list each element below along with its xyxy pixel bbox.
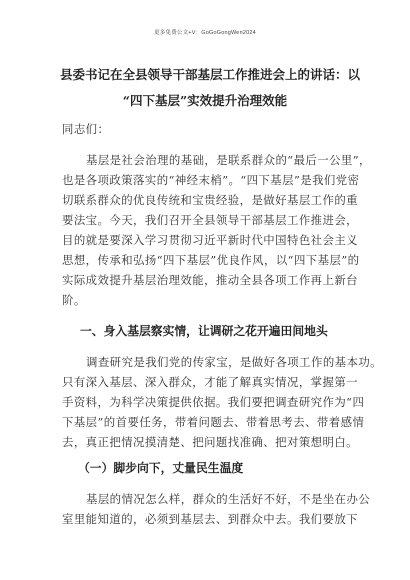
- paragraph-2-line: 下基层”的首要任务，带着问题去、带着思考去、带着感情: [62, 415, 365, 429]
- paragraph-1-line: 目的就是要深入学习贯彻习近平新时代中国特色社会主义: [62, 233, 359, 247]
- document-title-line-1: 县委书记在全县领导干部基层工作推进会上的讲话：以: [60, 67, 361, 82]
- paragraph-1-line: 要法宝。今天，我们召开全县领导干部基层工作推进会，: [62, 213, 359, 227]
- paragraph-1-line: 也是各项政策落实的“神经末梢”。“四下基层”是我们党密: [62, 173, 360, 187]
- paragraph-1-line: 切联系群众的优良传统和宝贵经验，是做好基层工作的重: [62, 193, 359, 207]
- paragraph-2-line: 调查研究是我们党的传家宝，是做好各项工作的基本功。: [86, 355, 383, 369]
- paragraph-1-line: 阶。: [62, 293, 86, 307]
- paragraph-3-line: 基层的情况怎么样，群众的生活好不好，不是坐在办公: [86, 492, 371, 506]
- paragraph-2-line: 手资料，为科学决策提供依据。我们要把调查研究作为“四: [62, 395, 365, 409]
- watermark-header: 更多免费公文+V：GoGoGongWen2024: [154, 30, 256, 36]
- paragraph-1-line: 思想，传承和弘扬“四下基层”优良作风，以“四下基层”的: [62, 253, 360, 267]
- paragraph-2-line: 去，真正把情况摸清楚、把问题找准确、把对策想明白。: [62, 435, 359, 449]
- section-heading-1: 一、身入基层察实情，让调研之花开遍田间地头: [80, 324, 328, 338]
- paragraph-1-line: 实际成效提升基层治理效能，推动全县各项工作再上新台: [62, 273, 359, 287]
- paragraph-2-line: 只有深入基层、深入群众，才能了解真实情况，掌握第一: [62, 375, 359, 389]
- salutation: 同志们：: [62, 122, 110, 136]
- paragraph-3-line: 室里能知道的，必须到基层去、到群众中去。我们要放下: [62, 512, 359, 526]
- document-title-line-2: “四下基层”实效提升治理效能: [122, 93, 288, 108]
- paragraph-1-line: 基层是社会治理的基础，是联系群众的“最后一公里”，: [86, 153, 371, 167]
- subsection-heading-1: （一）脚步向下，丈量民生温度: [78, 461, 244, 475]
